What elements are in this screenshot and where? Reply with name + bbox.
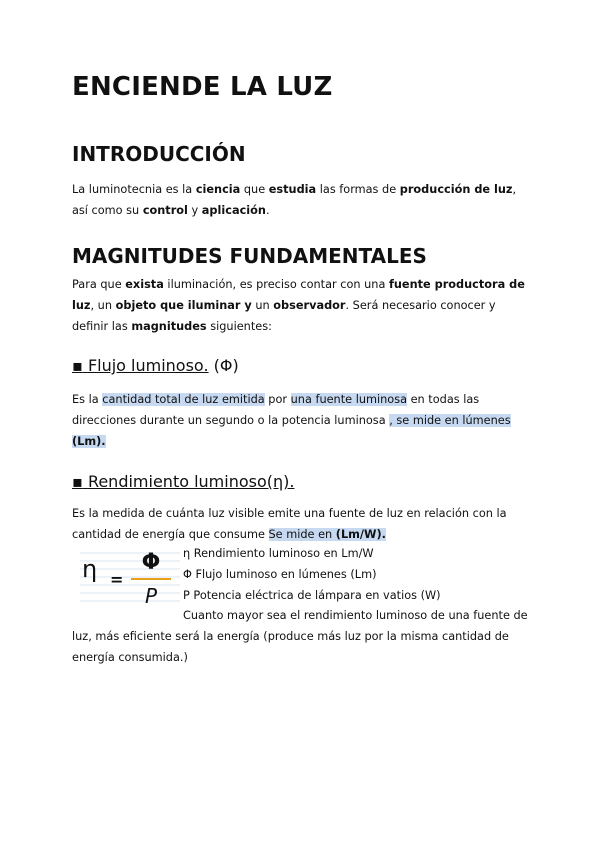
intro-paragraph: La luminotecnia es la ciencia que estudia las formas de producción de luz, así como su control y aplicación. [72, 183, 517, 217]
intro-heading: INTRODUCCIÓN [72, 142, 246, 166]
closing-first-line: Cuanto mayor sea el rendimiento luminoso de una fuente de [183, 609, 528, 622]
magnitudes-paragraph: Para que exista iluminación, es preciso contar con una fuente productora de luz, un objeto que iluminar y un observador. Será necesario conocer y definir las magnitudes siguientes: [72, 278, 525, 333]
bullet-icon: ▪ [72, 472, 83, 491]
legend-phi: Φ Flujo luminoso en lúmenes (Lm) [183, 568, 377, 581]
legend-p: P Potencia eléctrica de lámpara en vatios (W) [183, 589, 441, 602]
flujo-heading: ▪ Flujo luminoso. (Φ) [72, 356, 239, 375]
formula-phi: Φ [141, 550, 161, 575]
formula-eta: η [82, 555, 98, 583]
magnitudes-heading: MAGNITUDES FUNDAMENTALES [72, 244, 427, 268]
closing-paragraph: luz, más eficiente será la energía (produce más luz por la misma cantidad de energía consumida.) [72, 630, 509, 664]
bullet-icon: ▪ [72, 356, 83, 375]
rendimiento-heading: ▪ Rendimiento luminoso(η). [72, 472, 295, 491]
luminous-efficacy-formula [80, 545, 180, 607]
flujo-paragraph: Es la cantidad total de luz emitida por una fuente luminosa en todas las direcciones durante un segundo o la potencia luminosa , se mide en lúmenes (Lm). [72, 393, 511, 448]
formula-p: P [144, 584, 158, 607]
formula-equals: = [110, 570, 124, 589]
rendimiento-paragraph: Es la medida de cuánta luz visible emite una fuente de luz en relación con la cantidad de energía que consume Se mide en (Lm/W). [72, 507, 507, 541]
page-title: ENCIENDE LA LUZ [72, 72, 333, 102]
legend-eta: η Rendimiento luminoso en Lm/W [183, 547, 374, 560]
